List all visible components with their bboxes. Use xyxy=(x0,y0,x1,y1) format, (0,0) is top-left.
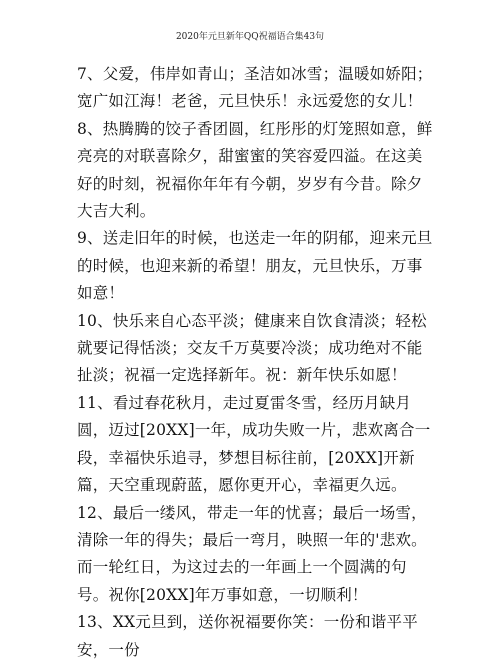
paragraph-7: 7、父爱，伟岸如青山；圣洁如冰雪；温暖如娇阳；宽广如江海！老爸，元旦快乐！永远爱您的女儿！ xyxy=(77,65,433,111)
paragraph-10: 10、快乐来自心态平淡；健康来自饮食清淡；轻松就要记得恬淡；交友千万莫要冷淡；成功绝对不能扯淡；祝福一定选择新年。祝：新年快乐如愿！ xyxy=(77,311,427,385)
paragraph-11: 11、看过春花秋月，走过夏雷冬雪，经历月缺月圆，迈过[20XX]一年，成功失败一片，悲欢离合一段，幸福快乐追寻，梦想目标往前，[20XX]开新篇，天空重现蔚蓝，愿你更开心，幸福更久远。 xyxy=(77,393,431,495)
body-text xyxy=(77,61,433,664)
paragraph-13: 13、XX元旦到，送你祝福要你笑：一份和谐平平安，一份 xyxy=(77,613,418,659)
paragraph-12: 12、最后一缕风，带走一年的忧喜；最后一场雪，清除一年的得失；最后一弯月，映照一年的'悲欢。而一轮红日，为这过去的一年画上一个圆满的句号。祝你[20XX]年万事如意，一切顺利！ xyxy=(77,503,427,604)
paragraph-8: 8、热腾腾的饺子香团圆，红彤彤的灯笼照如意，鲜亮亮的对联喜除夕，甜蜜蜜的笑容爱四溢。在这美好的时刻，祝福你年年有今朝，岁岁有今昔。除夕大吉大利。 xyxy=(77,119,433,221)
page-header-title: 2020年元旦新年QQ祝福语合集43句 xyxy=(175,32,325,42)
paragraph-9: 9、送走旧年的时候，也送走一年的阴郁，迎来元旦的时候，也迎来新的希望！朋友，元旦快乐，万事如意！ xyxy=(77,229,433,303)
